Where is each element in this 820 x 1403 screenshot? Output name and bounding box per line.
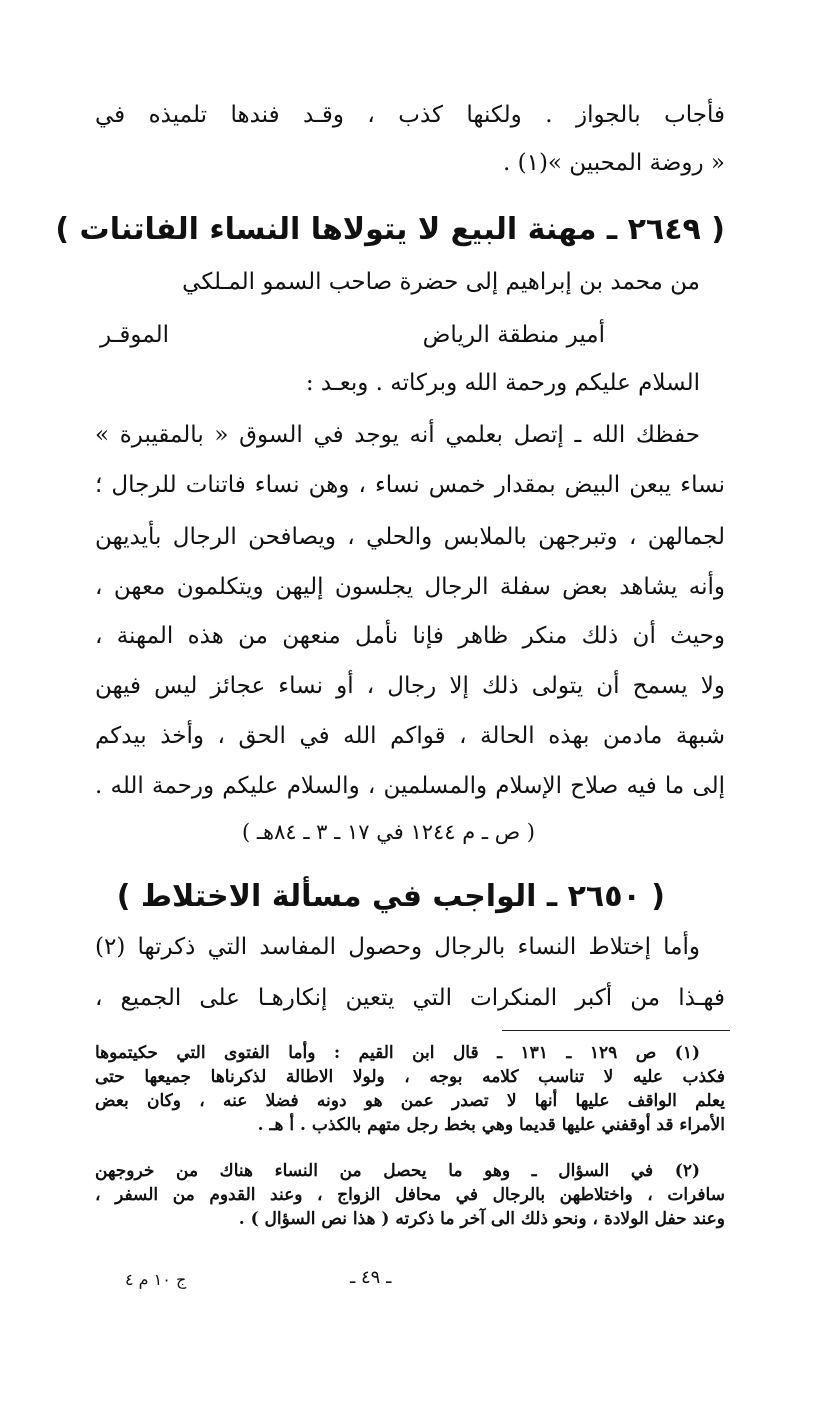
footnote-1-line-4: الأمراء قد أوقفني عليها قديما وهي بخط رجل متهم بالكذب . أ هـ . <box>257 1115 725 1135</box>
footnote-2-line-1: (٢) في السؤال ـ وهو ما يحصل من النساء هناك من خروجهن <box>95 1161 700 1181</box>
printer-signature: ج ١٠ م ٤ <box>125 1270 187 1289</box>
footnote-1-line-3: يعلم الواقف عليها أنها لا تصدر عمن هو دونه فضلا عنه ، وكان بعض <box>95 1091 725 1111</box>
letter-body-line-1: حفظك الله ـ إتصل بعلمي أنه يوجد في السوق « بالمقيبرة » <box>95 422 700 448</box>
letter-honorific: الموقـر <box>100 322 169 348</box>
letter-body-line-8: إلى ما فيه صلاح الإسلام والمسلمين ، والسلام عليكم ورحمة الله . <box>95 773 725 799</box>
letter-body-line-5: وحيث أن ذلك منكر ظاهر فإنا نأمل منعهن من هذه المهنة ، <box>95 623 725 649</box>
footnote-2-line-2: سافرات ، واختلاطهن بالرجال في محافل الزواج ، وعند القدوم من السفر ، <box>95 1185 725 1205</box>
letter-body-line-7: شبهة مادمن بهذه الحالة ، قواكم الله في الحق ، وأخذ بيدكم <box>95 723 725 749</box>
section2-line-2: فهـذا من أكبر المنكرات التي يتعين إنكارهـا على الجميع ، <box>95 985 725 1011</box>
letter-from-line: من محمد بن إبراهيم إلى حضرة صاحب السمو المـلكي <box>182 269 700 295</box>
section-heading-2650: ( ٢٦٥٠ ـ الواجب في مسألة الاختلاط ) <box>116 879 665 914</box>
section2-line-1: وأما إختلاط النساء بالرجال وحصول المفاسد التي ذكرتها (٢) <box>95 934 700 960</box>
letter-body-line-2: نساء يبعن البيض بمقدار خمس نساء ، وهن نساء فاتنات للرجال ؛ <box>95 472 725 498</box>
letter-body-line-6: ولا يسمح أن يتولى ذلك إلا رجال ، أو نساء عجائز ليس فيهن <box>95 673 725 699</box>
letter-body-line-4: وأنه يشاهد بعض سفلة الرجال يجلسون إليهن ويتكلمون معهن ، <box>95 574 725 600</box>
letter-greeting: السلام عليكم ورحمة الله وبركاته . وبعـد : <box>305 370 700 396</box>
footnote-1-line-1: (١) ص ١٢٩ ـ ١٣١ ـ قال ابن القيم : وأما الفتوى التي حكيتموها <box>95 1043 700 1063</box>
footnote-2-line-3: وعند حفل الولادة ، ونحو ذلك الى آخر ما ذكرته ( هذا نص السؤال ) . <box>238 1209 725 1229</box>
letter-reference: ( ص ـ م ١٢٤٤ في ١٧ ـ ٣ ـ ٨٤هـ ) <box>241 820 535 844</box>
intro-line-2: « روضة المحبين »(١) . <box>502 150 725 176</box>
page-number: ـ ٤٩ ـ <box>350 1267 392 1288</box>
letter-addressee: أمير منطقة الرياض <box>422 322 605 348</box>
section-heading-2649: ( ٢٦٤٩ ـ مهنة البيع لا يتولاها النساء الفاتنات ) <box>55 212 725 247</box>
footnote-1-line-2: فكذب عليه لا تناسب كلامه بوجه ، ولولا الاطالة لذكرناها جميعها حتى <box>95 1067 725 1087</box>
footnote-separator <box>502 1030 730 1031</box>
intro-line-1: فأجاب بالجواز . ولكنها كذب ، وقـد فندها تلميذه في <box>95 102 725 128</box>
letter-body-line-3: لجمالهن ، وتبرجهن بالملابس والحلي ، ويصافحن الرجال بأيديهن <box>95 524 725 550</box>
